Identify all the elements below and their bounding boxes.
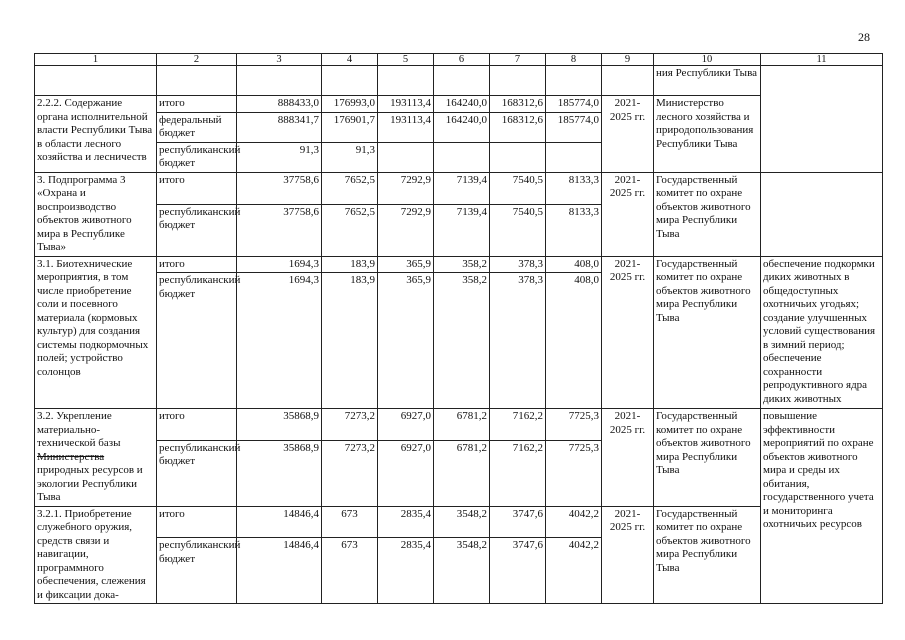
period-cell: 2021-2025 гг. — [602, 409, 654, 507]
value-cell — [490, 142, 546, 172]
value-cell: 6781,2 — [434, 409, 490, 441]
table-row — [35, 96, 883, 113]
funding-source: итого — [157, 96, 237, 113]
value-cell: 408,0 — [546, 273, 602, 409]
value-cell: 378,3 — [490, 273, 546, 409]
value-cell: 183,9 — [322, 273, 378, 409]
value-cell: 35868,9 — [237, 440, 322, 506]
value-cell: 7540,5 — [490, 204, 546, 256]
value-cell: 1694,3 — [237, 256, 322, 273]
value-cell: 35868,9 — [237, 409, 322, 441]
value-cell: 185774,0 — [546, 96, 602, 113]
result-cell: повышение эффективности мероприятий по охране объектов животного мира и среды их обитания, государственного учета и мониторинга охотничьих ресурсов — [761, 409, 883, 604]
table-row — [35, 409, 883, 441]
value-cell: 91,3 — [322, 142, 378, 172]
value-cell: 7652,5 — [322, 172, 378, 204]
value-cell: 6927,0 — [378, 409, 434, 441]
value-cell: 7725,3 — [546, 440, 602, 506]
value-cell: 6781,2 — [434, 440, 490, 506]
program-table — [34, 53, 883, 604]
column-number: 8 — [546, 54, 602, 66]
executor-cell: Государственный комитет по охране объектов животного мира Республики Тыва — [654, 409, 761, 507]
value-cell: 888341,7 — [237, 112, 322, 142]
column-number: 4 — [322, 54, 378, 66]
value-cell: 7652,5 — [322, 204, 378, 256]
value-cell: 7725,3 — [546, 409, 602, 441]
value-cell: 37758,6 — [237, 204, 322, 256]
value-cell: 7273,2 — [322, 440, 378, 506]
funding-source: итого — [157, 256, 237, 273]
value-cell: 888433,0 — [237, 96, 322, 113]
funding-source: федеральный бюджет — [157, 112, 237, 142]
column-number-row — [35, 54, 883, 66]
value-cell: 168312,6 — [490, 112, 546, 142]
activity-name: 2.2.2. Содержание органа исполнительной власти Республики Тыва в области лесного хозяйства и лесничеств — [35, 96, 157, 173]
value-cell: 673 — [322, 506, 378, 538]
value-cell: 14846,4 — [237, 538, 322, 604]
executor-cell: Государственный комитет по охране объектов животного мира Республики Тыва — [654, 506, 761, 604]
value-cell: 8133,3 — [546, 172, 602, 204]
value-cell: 4042,2 — [546, 506, 602, 538]
funding-source: республиканский бюджет — [157, 204, 237, 256]
column-number: 10 — [654, 54, 761, 66]
value-cell: 7292,9 — [378, 172, 434, 204]
value-cell: 164240,0 — [434, 112, 490, 142]
value-cell: 365,9 — [378, 273, 434, 409]
value-cell: 3548,2 — [434, 506, 490, 538]
period-cell: 2021-2025 гг. — [602, 256, 654, 409]
funding-source: республиканский бюджет — [157, 538, 237, 604]
activity-name: 3. Подпрограмма 3 «Охрана и воспроизводство объектов животного мира в Республике Тыва» — [35, 172, 157, 256]
column-number: 6 — [434, 54, 490, 66]
executor-cell: ния Республики Тыва — [654, 66, 761, 96]
funding-source: итого — [157, 409, 237, 441]
column-number: 7 — [490, 54, 546, 66]
activity-name: 3.2. Укрепление материально-технической базы Министерства природных ресурсов и экологии Республики Тыва — [35, 409, 157, 507]
column-number: 3 — [237, 54, 322, 66]
value-cell: 164240,0 — [434, 96, 490, 113]
value-cell: 3548,2 — [434, 538, 490, 604]
activity-name: 3.2.1. Приобретение служебного оружия, средств связи и навигации, программного обеспечения, слежения и фиксации дока- — [35, 506, 157, 604]
funding-source: итого — [157, 506, 237, 538]
column-number: 5 — [378, 54, 434, 66]
column-number: 1 — [35, 54, 157, 66]
value-cell: 673 — [322, 538, 378, 604]
value-cell: 358,2 — [434, 273, 490, 409]
value-cell: 2835,4 — [378, 506, 434, 538]
value-cell — [434, 142, 490, 172]
value-cell: 3747,6 — [490, 538, 546, 604]
value-cell: 365,9 — [378, 256, 434, 273]
activity-name: 3.1. Биотехнические мероприятия, в том числе приобретение соли и посевного материала (кормовых культур) для создания системы подкормочных полей; устройство солонцов — [35, 256, 157, 409]
value-cell: 2835,4 — [378, 538, 434, 604]
column-number: 11 — [761, 54, 883, 66]
period-cell: 2021-2025 гг. — [602, 506, 654, 604]
value-cell: 7162,2 — [490, 440, 546, 506]
value-cell: 408,0 — [546, 256, 602, 273]
value-cell: 7540,5 — [490, 172, 546, 204]
executor-cell: Министерство лесного хозяйства и природопользования Республики Тыва — [654, 96, 761, 173]
funding-source: итого — [157, 172, 237, 204]
table-row — [35, 172, 883, 204]
funding-source: республиканский бюджет — [157, 440, 237, 506]
table-row — [35, 66, 883, 96]
value-cell: 7139,4 — [434, 172, 490, 204]
table-row — [35, 506, 883, 538]
value-cell — [378, 142, 434, 172]
value-cell — [546, 142, 602, 172]
value-cell: 4042,2 — [546, 538, 602, 604]
executor-cell: Государственный комитет по охране объектов животного мира Республики Тыва — [654, 172, 761, 256]
page-number: 28 — [858, 30, 870, 44]
table-row — [35, 256, 883, 273]
value-cell: 37758,6 — [237, 172, 322, 204]
value-cell: 7292,9 — [378, 204, 434, 256]
value-cell: 183,9 — [322, 256, 378, 273]
value-cell: 3747,6 — [490, 506, 546, 538]
value-cell: 378,3 — [490, 256, 546, 273]
result-cell: обеспечение подкормки диких животных в общедоступных охотничьих угодьях; создание улучшенных условий существования в зимний период; обеспечение сохранности репродуктивного ядра диких животных — [761, 256, 883, 409]
result-cell — [761, 172, 883, 256]
funding-source: республиканский бюджет — [157, 142, 237, 172]
value-cell: 7273,2 — [322, 409, 378, 441]
value-cell: 91,3 — [237, 142, 322, 172]
period-cell: 2021-2025 гг. — [602, 172, 654, 256]
value-cell: 176901,7 — [322, 112, 378, 142]
value-cell: 1694,3 — [237, 273, 322, 409]
value-cell: 176993,0 — [322, 96, 378, 113]
value-cell: 14846,4 — [237, 506, 322, 538]
value-cell: 193113,4 — [378, 112, 434, 142]
column-number: 2 — [157, 54, 237, 66]
column-number: 9 — [602, 54, 654, 66]
period-cell: 2021-2025 гг. — [602, 96, 654, 173]
value-cell: 6927,0 — [378, 440, 434, 506]
value-cell: 7139,4 — [434, 204, 490, 256]
value-cell: 193113,4 — [378, 96, 434, 113]
funding-source: республиканский бюджет — [157, 273, 237, 409]
value-cell: 7162,2 — [490, 409, 546, 441]
executor-cell: Государственный комитет по охране объектов животного мира Республики Тыва — [654, 256, 761, 409]
value-cell: 168312,6 — [490, 96, 546, 113]
value-cell: 8133,3 — [546, 204, 602, 256]
value-cell: 185774,0 — [546, 112, 602, 142]
value-cell: 358,2 — [434, 256, 490, 273]
